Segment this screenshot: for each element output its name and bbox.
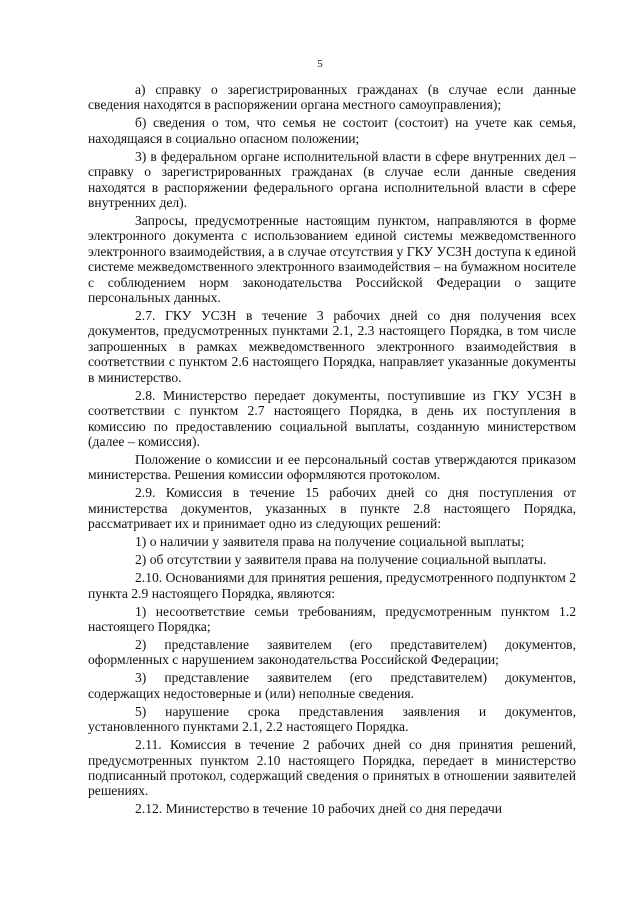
paragraph-9: 1) о наличии у заявителя права на получение социальной выплаты; (135, 534, 525, 550)
paragraph-14: 3) представление заявителем (его представителем) документов, содержащих недостоверные и (или) неполные сведения. (88, 670, 576, 701)
paragraph-13: 2) представление заявителем (его представителем) документов, оформленных с нарушением законодательства Российской Федерации; (88, 636, 576, 668)
paragraph-4: Запросы, предусмотренные настоящим пунктом, направляются в форме электронного документа с использованием единой системы межведомственного электронного взаимодействия, а в случае отсутствия у ГКУ УСЗН доступа к единой системе межведомственного электронного взаимодействия – на бумажном носителе с соблюдением норм законодательства Российской Федерации о защите персональных данных. (88, 213, 576, 306)
paragraph-3: 3) в федеральном органе исполнительной власти в сфере внутренних дел – справку о зарегистрированных гражданах (в случае если данные сведения находятся в распоряжении федерального органа исполнительной власти в сфере внутренних дел). (88, 148, 576, 211)
paragraph-12: 1) несоответствие семьи требованиям, предусмотренным пунктом 1.2 настоящего Порядка; (88, 603, 576, 634)
paragraph-15: 5) нарушение срока представления заявления и документов, установленного пунктами 2.1, 2.2 настоящего Порядка. (88, 703, 576, 735)
paragraph-17: 2.12. Министерство в течение 10 рабочих дней со дня передачи (135, 801, 503, 817)
paragraph-7: Положение о комиссии и ее персональный состав утверждаются приказом министерства. Решения комиссии оформляются протоколом. (88, 451, 576, 483)
paragraph-1: а) справку о зарегистрированных гражданах (в случае если данные сведения находятся в распоряжении органа местного самоуправления); (88, 82, 576, 113)
page-number: 5 (317, 58, 323, 70)
paragraph-6: 2.8. Министерство передает документы, поступившие из ГКУ УСЗН в соответствии с пунктом 2.7 настоящего Порядка, в день их поступления в комиссию по предоставлению социальной выплаты, созданную министерством (далее – комиссия). (88, 387, 576, 449)
document-body (88, 82, 576, 819)
paragraph-8: 2.9. Комиссия в течение 15 рабочих дней со дня поступления от министерства документов, указанных в пункте 2.8 настоящего Порядка, рассматривает их и принимает одно из следующих решений: (88, 485, 576, 532)
paragraph-5: 2.7. ГКУ УСЗН в течение 3 рабочих дней со дня получения всех документов, предусмотренных пунктами 2.1, 2.3 настоящего Порядка, в том числе запрошенных в рамках межведомственного электронного взаимодействия в соответствии с пунктом 2.6 настоящего Порядка, направляет указанные документы в министерство. (88, 308, 576, 385)
paragraph-16: 2.11. Комиссия в течение 2 рабочих дней со дня принятия решений, предусмотренных пунктом 2.10 настоящего Порядка, передает в министерство подписанный протокол, содержащий сведения о принятых в отношении заявителей решениях. (88, 737, 576, 799)
paragraph-10: 2) об отсутствии у заявителя права на получение социальной выплаты. (135, 552, 547, 568)
paragraph-11: 2.10. Основаниями для принятия решения, предусмотренного подпунктом 2 пункта 2.9 настоящего Порядка, являются: (88, 570, 576, 601)
paragraph-2: б) сведения о том, что семья не состоит (состоит) на учете как семья, находящаяся в социально опасном положении; (88, 115, 576, 146)
